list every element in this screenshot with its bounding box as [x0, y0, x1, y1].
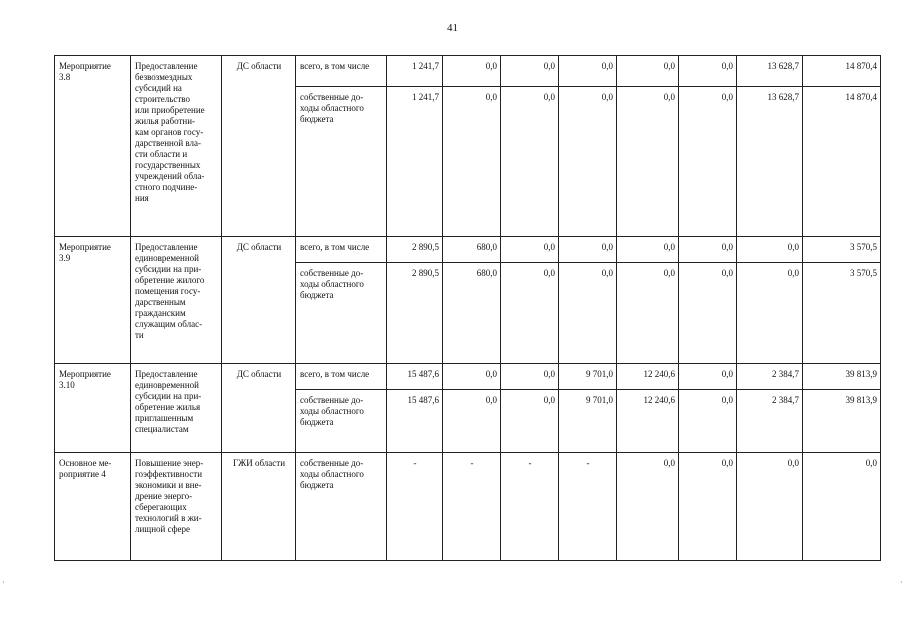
amount-cell: 0,0	[679, 364, 737, 390]
amount-cell: 0,0	[559, 237, 617, 263]
amount-cell: 0,0	[443, 56, 501, 87]
description-cell-line: Предоставление	[135, 61, 198, 71]
funding-source-cell-line: ходы областного	[300, 279, 364, 289]
executor-cell: ДС области	[222, 364, 296, 453]
funding-source-cell	[296, 453, 387, 561]
funding-source-cell-line: бюджета	[300, 114, 334, 124]
amount-cell: -	[501, 453, 559, 561]
amount-cell: 0,0	[443, 390, 501, 453]
description-cell-line: ти	[135, 330, 144, 340]
measure-cell-line: 3.9	[59, 253, 71, 263]
funding-source-cell	[296, 56, 387, 87]
amount-cell: 3 570,5	[803, 237, 881, 263]
description-cell-line: кам органов госу-	[135, 127, 204, 137]
left-edge-mark: ·	[2, 578, 5, 587]
description-cell-line: Предоставление	[135, 369, 198, 379]
executor-cell: ГЖИ области	[222, 453, 296, 561]
funding-source-cell	[296, 390, 387, 453]
description-cell-line: безвозмездных	[135, 72, 193, 82]
description-cell-line: единовременной	[135, 253, 199, 263]
funding-source-cell-line: собственные до-	[300, 395, 364, 405]
description-cell-line: субсидии на при-	[135, 264, 202, 274]
amount-cell: 2 384,7	[737, 390, 803, 453]
amount-cell: 39 813,9	[803, 364, 881, 390]
amount-cell: 1 241,7	[387, 56, 443, 87]
funding-source-cell-line: бюджета	[300, 290, 334, 300]
funding-source-cell	[296, 237, 387, 263]
amount-cell: 0,0	[679, 453, 737, 561]
amount-cell: 0,0	[617, 453, 679, 561]
description-cell-line: лищной сфере	[135, 524, 191, 534]
amount-cell: 0,0	[679, 237, 737, 263]
amount-cell: 680,0	[443, 237, 501, 263]
executor-cell: ДС области	[222, 237, 296, 364]
description-cell	[131, 56, 222, 237]
measure-cell-line: Основное ме-	[59, 458, 112, 468]
description-cell-line: субсидии на при-	[135, 391, 202, 401]
amount-cell: 0,0	[559, 87, 617, 237]
description-cell-line: государственных	[135, 160, 201, 170]
amount-cell: 0,0	[803, 453, 881, 561]
amount-cell: 9 701,0	[559, 364, 617, 390]
table-row	[55, 453, 881, 561]
amount-cell: 0,0	[501, 87, 559, 237]
executor-cell: ДС области	[222, 56, 296, 237]
amount-cell: 0,0	[617, 237, 679, 263]
amount-cell: 0,0	[737, 237, 803, 263]
description-cell-line: помещения госу-	[135, 286, 201, 296]
amount-cell: 13 628,7	[737, 87, 803, 237]
amount-cell: 0,0	[443, 364, 501, 390]
description-cell-line: Предоставление	[135, 242, 198, 252]
description-cell-line: субсидий на	[135, 83, 182, 93]
amount-cell: 0,0	[443, 87, 501, 237]
table-row	[55, 364, 881, 390]
funding-source-cell-line: всего, в том числе	[300, 61, 370, 71]
measure-cell-line: роприятие 4	[59, 469, 106, 479]
funding-source-cell-line: бюджета	[300, 417, 334, 427]
amount-cell: 14 870,4	[803, 87, 881, 237]
funding-source-cell-line: всего, в том числе	[300, 369, 370, 379]
description-cell-line: или приобретение	[135, 105, 205, 115]
measure-cell-line: 3.10	[59, 380, 75, 390]
description-cell-line: строительство	[135, 94, 190, 104]
description-cell-line: стного подчине-	[135, 182, 198, 192]
amount-cell: 0,0	[679, 56, 737, 87]
description-cell-line: гоэффективности	[135, 469, 203, 479]
description-cell-line: специалистам	[135, 424, 189, 434]
description-cell-line: приглашенным	[135, 413, 194, 423]
amount-cell: 680,0	[443, 263, 501, 364]
amount-cell: 2 384,7	[737, 364, 803, 390]
description-cell-line: сберегающих	[135, 502, 187, 512]
amount-cell: 1 241,7	[387, 87, 443, 237]
amount-cell: 0,0	[501, 237, 559, 263]
amount-cell: 0,0	[501, 263, 559, 364]
right-edge-mark: ·	[900, 578, 903, 587]
amount-cell: 0,0	[501, 364, 559, 390]
funding-source-cell	[296, 263, 387, 364]
amount-cell: 0,0	[501, 390, 559, 453]
amount-cell: 9 701,0	[559, 390, 617, 453]
description-cell-line: единовременной	[135, 380, 199, 390]
amount-cell: 0,0	[501, 56, 559, 87]
amount-cell: -	[387, 453, 443, 561]
amount-cell: 12 240,6	[617, 364, 679, 390]
description-cell	[131, 364, 222, 453]
measure-cell	[55, 56, 131, 237]
budget-table	[54, 55, 881, 561]
description-cell-line: служащим облас-	[135, 319, 203, 329]
funding-source-cell	[296, 87, 387, 237]
measure-cell-line: Мероприятие	[59, 369, 111, 379]
description-cell-line: учреждений обла-	[135, 171, 205, 181]
amount-cell: 0,0	[617, 87, 679, 237]
amount-cell: -	[443, 453, 501, 561]
description-cell-line: дарственным	[135, 297, 186, 307]
description-cell-line: Повышение энер-	[135, 458, 204, 468]
funding-source-cell-line: всего, в том числе	[300, 242, 370, 252]
table-row	[55, 56, 881, 87]
description-cell-line: жилья работни-	[135, 116, 196, 126]
funding-source-cell-line: бюджета	[300, 480, 334, 490]
amount-cell: 0,0	[679, 390, 737, 453]
description-cell-line: технологий в жи-	[135, 513, 202, 523]
measure-cell-line: Мероприятие	[59, 61, 111, 71]
table-row	[55, 237, 881, 263]
description-cell-line: экономики и вне-	[135, 480, 202, 490]
amount-cell: 0,0	[679, 263, 737, 364]
amount-cell: 15 487,6	[387, 390, 443, 453]
measure-cell	[55, 364, 131, 453]
funding-source-cell-line: собственные до-	[300, 268, 364, 278]
funding-source-cell-line: ходы областного	[300, 103, 364, 113]
description-cell-line: обретение жилого	[135, 275, 205, 285]
amount-cell: 12 240,6	[617, 390, 679, 453]
amount-cell: 2 890,5	[387, 237, 443, 263]
measure-cell-line: Мероприятие	[59, 242, 111, 252]
description-cell-line: дрение энерго-	[135, 491, 193, 501]
amount-cell: 14 870,4	[803, 56, 881, 87]
amount-cell: 15 487,6	[387, 364, 443, 390]
page-number: 41	[447, 22, 458, 34]
amount-cell: 0,0	[737, 263, 803, 364]
amount-cell: -	[559, 453, 617, 561]
funding-source-cell-line: ходы областного	[300, 469, 364, 479]
description-cell-line: сти области и	[135, 149, 188, 159]
funding-source-cell-line: собственные до-	[300, 458, 364, 468]
description-cell-line: дарственной вла-	[135, 138, 202, 148]
description-cell-line: ния	[135, 193, 149, 203]
description-cell	[131, 453, 222, 561]
amount-cell: 0,0	[617, 56, 679, 87]
amount-cell: 0,0	[617, 263, 679, 364]
description-cell-line: гражданским	[135, 308, 186, 318]
amount-cell: 39 813,9	[803, 390, 881, 453]
funding-source-cell	[296, 364, 387, 390]
measure-cell-line: 3.8	[59, 72, 71, 82]
description-cell-line: обретение жилья	[135, 402, 201, 412]
funding-source-cell-line: ходы областного	[300, 406, 364, 416]
amount-cell: 13 628,7	[737, 56, 803, 87]
amount-cell: 0,0	[559, 263, 617, 364]
measure-cell	[55, 237, 131, 364]
amount-cell: 3 570,5	[803, 263, 881, 364]
amount-cell: 0,0	[737, 453, 803, 561]
amount-cell: 2 890,5	[387, 263, 443, 364]
amount-cell: 0,0	[679, 87, 737, 237]
funding-source-cell-line: собственные до-	[300, 92, 364, 102]
amount-cell: 0,0	[559, 56, 617, 87]
measure-cell	[55, 453, 131, 561]
description-cell	[131, 237, 222, 364]
